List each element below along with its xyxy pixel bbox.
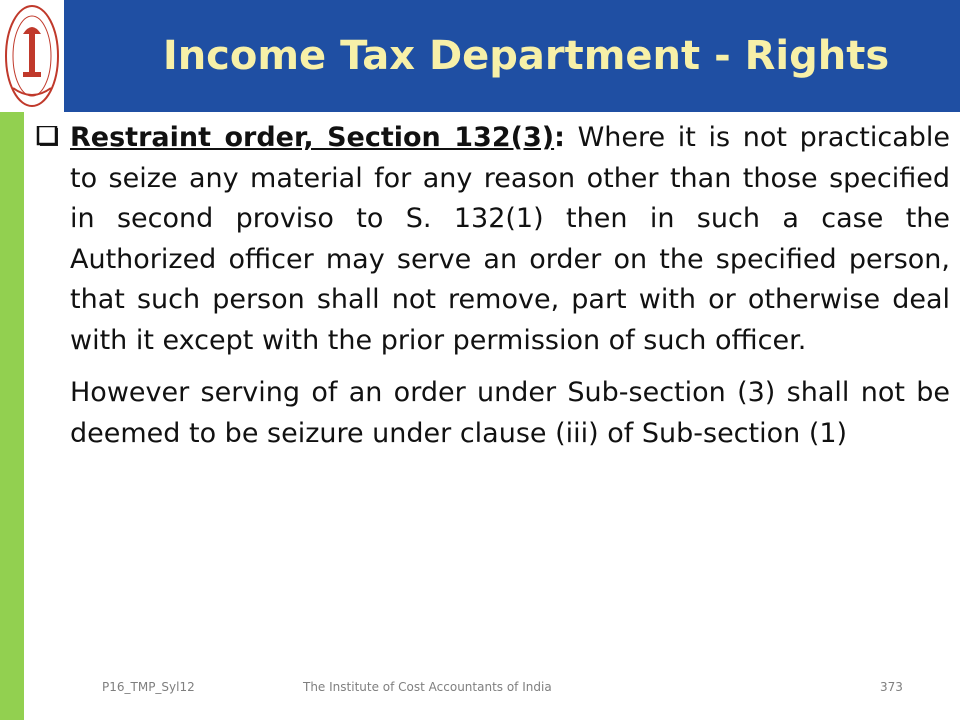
paragraph-2 — [36, 373, 950, 454]
logo-area — [0, 0, 64, 112]
institute-seal-icon — [3, 2, 61, 110]
footer-page-number: 373 — [880, 680, 903, 694]
footer-course-code: P16_TMP_Syl12 — [102, 680, 195, 694]
paragraph-1-text — [70, 118, 950, 361]
left-accent-strip — [0, 112, 24, 720]
slide-title: Income Tax Department - Rights — [162, 33, 890, 79]
slide-content — [36, 118, 950, 454]
section-heading-colon: : — [554, 122, 565, 153]
footer-institute-name: The Institute of Cost Accountants of India — [303, 680, 552, 694]
paragraph-1-body: Where it is not practicable to seize any material for any reason other than those specified in second proviso to S. 132(1) then in such a case the Authorized officer may serve an order on the specified person, that such person shall not remove, part with or otherwise deal with it except with the prior permission of such officer. — [70, 122, 951, 356]
paragraph-2-text: However serving of an order under Sub-section (3) shall not be deemed to be seizure under clause (iii) of Sub-section (1) — [70, 377, 950, 449]
section-heading: Restraint order, Section 132(3) — [70, 122, 555, 153]
hollow-square-bullet-icon — [36, 118, 70, 154]
header-bar — [64, 0, 960, 112]
bullet-paragraph-1 — [36, 118, 950, 361]
